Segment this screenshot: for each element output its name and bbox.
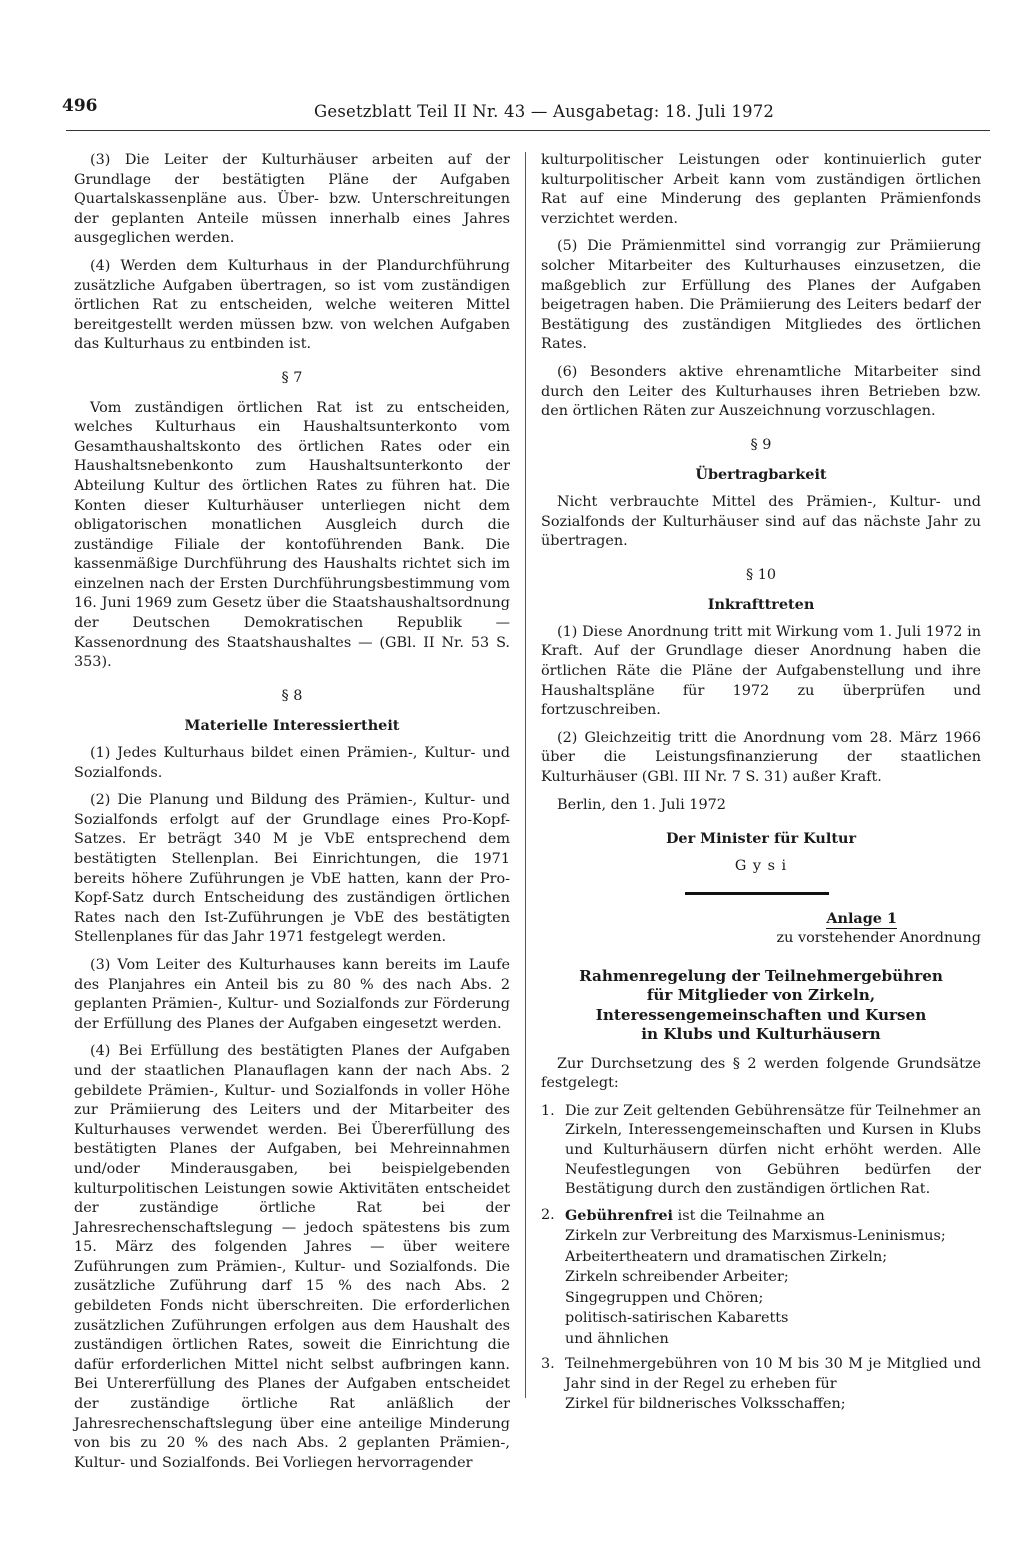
list-text-2-bold: Gebührenfrei bbox=[565, 1206, 674, 1224]
free-item-c: Zirkeln schreibender Arbeiter; bbox=[565, 1269, 789, 1286]
section-9-text: Nicht verbrauchte Mittel des Prämien-, Kultur- und Sozialfonds der Kulturhäuser sind auf das nächste Jahr zu übertragen. bbox=[541, 493, 981, 550]
paragraph-8-5: (5) Die Prämienmittel sind vorrangig zur Prämiierung solcher Mitarbeiter des Kulturhauses einzusetzen, die maßgeblich zur Erfüllung des Planes der Aufgaben beigetragen haben. Die Prämiierung des Leiters bedarf der Bestätigung des zuständigen Mitgliedes des örtlichen Rates. bbox=[541, 238, 981, 353]
annex-title bbox=[541, 967, 981, 1045]
list-item-2 bbox=[541, 1206, 981, 1350]
signer-title: Der Minister für Kultur bbox=[665, 830, 857, 848]
paragraph-8-4: (4) Bei Erfüllung des bestätigten Planes der Aufgaben und der staatlichen Planauflagen kann der nach Abs. 2 gebildete Prämien-, Kultur- und Sozialfonds in voller Höhe zur Prämiierung des Leiters und der Mitarbeiter des Kulturhauses verwendet werden. Bei Übererfüllung des bestätigten Planes der Aufgaben, bei Mehreinnahmen und/oder Minderausgaben, bei beispielgebenden kulturpolitischen Leistungen sowie Aktivitäten entscheidet der zuständige örtliche Rat bei der Jahresrechenschaftslegung — jedoch spätestens bis zum 15. März des folgenden Jahres — über weitere Zuführungen zum Prämien-, Kultur- und Sozialfonds. Die zusätzliche Zuführung darf 15 % des nach Abs. 2 gebildeten Fonds nicht überschreiten. Die erforderlichen zusätzlichen Zuführungen erfolgen aus dem Haushalt des zuständigen örtlichen Rates, soweit die Einrichtung die dafür erforderlichen Mittel nicht selbst aufbringen kann. Bei Untererfüllung des Planes der Aufgaben entscheidet der zuständige örtliche Rat anläßlich der Jahresrechenschaftslegung über eine anteilige Minderung von bis zu 20 % des nach Abs. 2 geplanten Prämien-, Kultur- und Sozialfonds. Bei Vorliegen hervorragender bbox=[74, 1043, 510, 1471]
section-10-heading: § 10 bbox=[745, 566, 777, 583]
list-text-2: ist die Teilnahme an bbox=[673, 1207, 825, 1224]
section-10-title: Inkrafttreten bbox=[707, 596, 815, 614]
annex-title-line-1: Rahmenregelung der Teilnehmergebühren bbox=[579, 966, 943, 985]
section-7-text: Vom zuständigen örtlichen Rat ist zu entscheiden, welches Kulturhaus ein Haushaltsunterkonto vom Gesamthaushaltskonto des örtlichen Rates oder ein Haushaltsnebenkonto zum Haushaltsunterkonto der Abteilung Kultur des örtlichen Rates zu führen hat. Die Konten dieser Kulturhäuser unterliegen nicht dem obligatorischen monatlichen Ausgleich durch die zuständige Filiale der kontoführenden Bank. Die kassenmäßige Durchführung des Haushalts richtet sich im einzelnen nach der Ersten Durchführungsbestimmung vom 16. Juni 1969 zum Gesetz über die Staatshaushaltsordnung der Deutschen Demokratischen Republik — Kassenordnung des Staatshaushaltes — (GBl. II Nr. 53 S. 353). bbox=[74, 399, 510, 671]
section-9-heading: § 9 bbox=[750, 436, 772, 453]
paragraph-6-3: (3) Die Leiter der Kulturhäuser arbeiten auf der Grundlage der bestätigten Pläne der Aufgaben Quartalskassenpläne aus. Über- bzw. Unterschreitungen der geplanten Anteile müssen innerhalb eines Jahres ausgeglichen werden. bbox=[74, 152, 510, 247]
list-text-3: Teilnehmergebühren von 10 M bis 30 M je Mitglied und Jahr sind in der Regel zu erheben für bbox=[565, 1356, 981, 1392]
column-divider bbox=[525, 152, 526, 1398]
list-number-3: 3. bbox=[541, 1356, 555, 1373]
free-item-d: Singegruppen und Chören; bbox=[565, 1289, 764, 1306]
annex-title-line-4: in Klubs und Kulturhäusern bbox=[641, 1025, 881, 1044]
fee-item-a: Zirkel für bildnerisches Volksschaffen; bbox=[565, 1396, 846, 1413]
paragraph-10-1: (1) Diese Anordnung tritt mit Wirkung vom 1. Juli 1972 in Kraft. Auf der Grundlage dieser Anordnung haben die örtlichen Räte die Pläne der Aufgabenstellung und ihre Haushaltspläne für 1972 zu überprüfen und fortzuschreiben. bbox=[541, 623, 981, 719]
running-title: Gesetzblatt Teil II Nr. 43 — Ausgabetag: 18. Juli 1972 bbox=[314, 102, 775, 121]
annex-subtitle: zu vorstehender Anordnung bbox=[776, 930, 981, 946]
free-item-a: Zirkeln zur Verbreitung des Marxismus-Leninismus; bbox=[565, 1228, 946, 1245]
paragraph-6-4: (4) Werden dem Kulturhaus in der Plandurchführung zusätzliche Aufgaben übertragen, so ist vom zuständigen örtlichen Rat zu entscheiden, welche weiteren Mittel bereitgestellt werden müssen bzw. von welchen Aufgaben das Kulturhaus zu entbinden ist. bbox=[74, 257, 510, 353]
paragraph-8-2: (2) Die Planung und Bildung des Prämien-, Kultur- und Sozialfonds erfolgt auf der Grundlage eines Pro-Kopf-Satzes. Er beträgt 340 M je VbE entsprechend dem bestätigten Stellenplan. Bei Einrichtungen, die 1971 bereits höhere Zuführungen je VbE hatten, kann der Pro-Kopf-Satz durch Entscheidung des zuständigen örtlichen Rates nach den Ist-Zuführungen je VbE des bestätigten Stellenplanes für das Jahr 1971 festgelegt werden. bbox=[74, 792, 510, 946]
list-number-1: 1. bbox=[541, 1102, 555, 1119]
annex-label bbox=[541, 909, 897, 929]
section-8-title: Materielle Interessiertheit bbox=[184, 717, 400, 735]
right-column bbox=[541, 151, 981, 1421]
annex-title-line-2: für Mitglieder von Zirkeln, bbox=[646, 986, 876, 1005]
place-date: Berlin, den 1. Juli 1972 bbox=[557, 796, 726, 813]
page-header bbox=[62, 96, 990, 130]
section-9-title: Übertragbarkeit bbox=[695, 466, 827, 484]
section-7-heading: § 7 bbox=[281, 369, 303, 386]
annex-intro: Zur Durchsetzung des § 2 werden folgende Grundsätze festgelegt: bbox=[541, 1055, 981, 1092]
left-column bbox=[74, 151, 510, 1481]
signer-name: G y s i bbox=[734, 857, 788, 874]
list-item-3 bbox=[541, 1355, 981, 1415]
paragraph-10-2: (2) Gleichzeitig tritt die Anordnung vom 28. März 1966 über die Leistungsfinanzierung der staatlichen Kulturhäuser (GBl. III Nr. 7 S. 31) außer Kraft. bbox=[541, 729, 981, 786]
paragraph-8-1: (1) Jedes Kulturhaus bildet einen Prämien-, Kultur- und Sozialfonds. bbox=[74, 745, 510, 781]
paragraph-8-3: (3) Vom Leiter des Kulturhauses kann bereits im Laufe des Planjahres ein Anteil bis zu 80 % des nach Abs. 2 geplanten Prämien-, Kultur- und Sozialfonds zur Förderung der Erfüllung des Planes der Aufgaben eingesetzt werden. bbox=[74, 956, 510, 1032]
list-number-2: 2. bbox=[541, 1206, 555, 1223]
list-text-1: Die zur Zeit geltenden Gebührensätze für Teilnehmer an Zirkeln, Interessengemeinschaften und Kursen in Klubs und Kulturhäusern dürfen nicht erhöht werden. Alle Neufestlegungen von Gebühren bedürfen der Bestätigung durch den zuständigen örtlichen Rat. bbox=[565, 1102, 981, 1198]
header-rule bbox=[66, 130, 990, 131]
paragraph-8-4-continued: kulturpolitischer Leistungen oder kontinuierlich guter kulturpolitischer Arbeit kann vom zuständigen örtlichen Rat auf eine Minderung des geplanten Prämienfonds verzichtet werden. bbox=[541, 152, 981, 227]
annex-label-text: Anlage 1 bbox=[826, 910, 897, 928]
free-item-b: Arbeitertheatern und dramatischen Zirkeln; bbox=[565, 1248, 888, 1265]
annex-title-line-3: Interessengemeinschaften und Kursen bbox=[595, 1005, 927, 1024]
signature-rule bbox=[685, 892, 829, 895]
list-item-1 bbox=[541, 1102, 981, 1200]
free-item-f: und ähnlichen bbox=[565, 1330, 669, 1347]
free-item-e: politisch-satirischen Kabaretts bbox=[565, 1310, 789, 1327]
page-number: 496 bbox=[62, 96, 98, 116]
section-8-heading: § 8 bbox=[281, 687, 303, 704]
paragraph-8-6: (6) Besonders aktive ehrenamtliche Mitarbeiter sind durch den Leiter des Kulturhauses ihren Betrieben bzw. den örtlichen Räten zur Auszeichnung vorzuschlagen. bbox=[541, 363, 981, 420]
